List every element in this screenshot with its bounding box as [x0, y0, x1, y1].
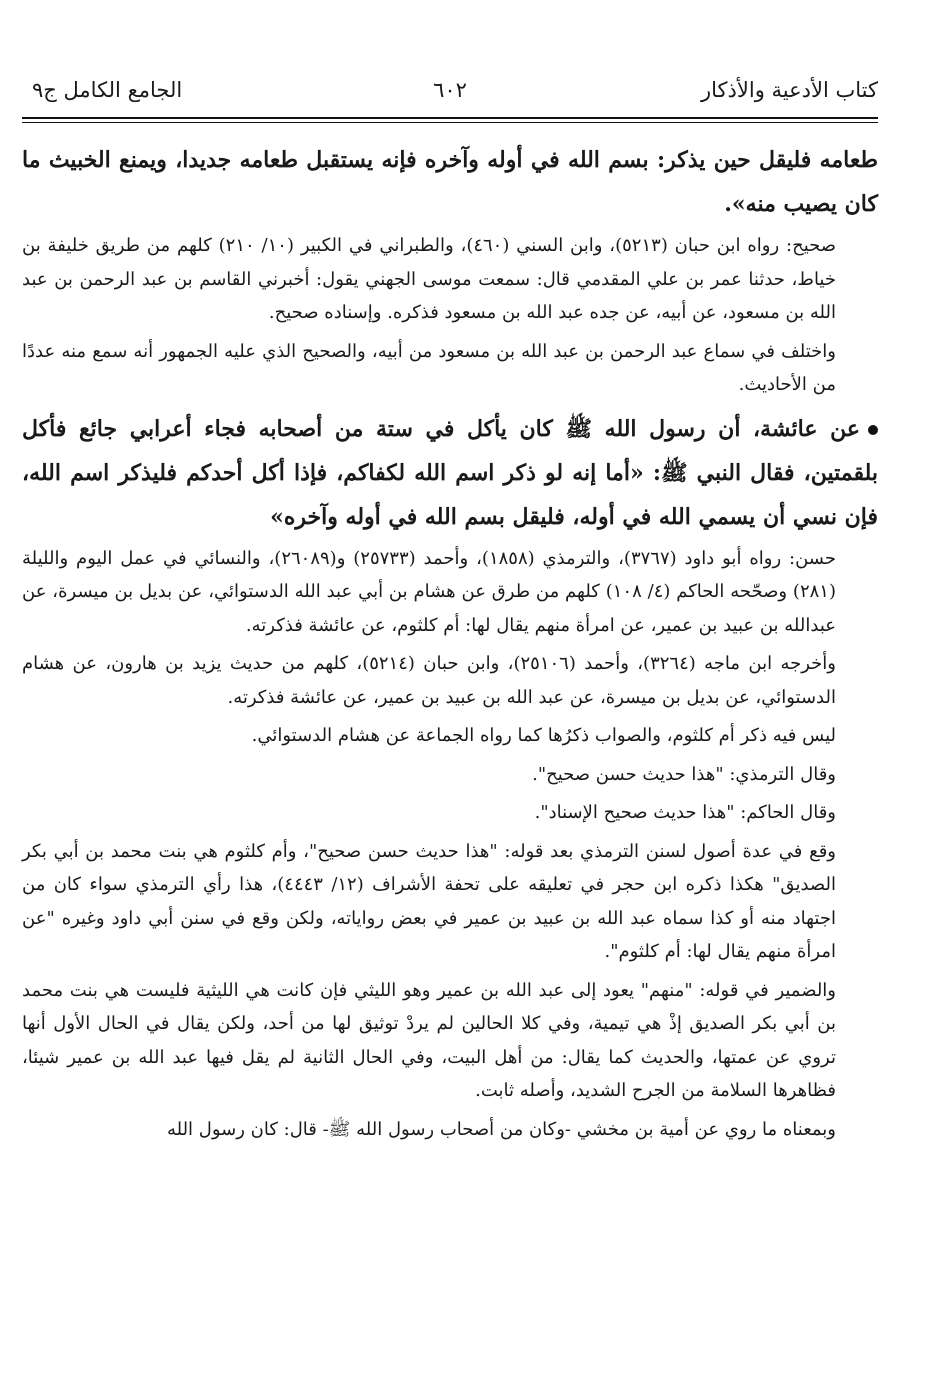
commentary-paragraph: وقال الحاكم: "هذا حديث صحيح الإسناد".: [534, 802, 836, 823]
commentary-paragraph: وقع في عدة أصول لسنن الترمذي بعد قوله: "هذا حديث حسن صحيح"، وأم كلثوم هي بنت محمد بن أبي بكر الصديق" هكذا ذكره ابن حجر في تعليقه على تحفة الأشراف (١٢/ ٤٤٤٣)، هذا رأي الترمذي سواء كان من اجتهاد منه أو كذا سماه عبد الله بن عبيد بن عمير في بعض رواياته، ولكن وقع في سنن أبي داود وغيره "عن امرأة منهم يقال لها: أم كلثوم".: [22, 840, 837, 962]
page-body: [22, 138, 878, 1151]
takhrij-paragraph: وأخرجه ابن ماجه (٣٢٦٤)، وأحمد (٢٥١٠٦)، وابن حبان (٥٢١٤)، كلهم من حديث يزيد بن هارون، عن هشام الدستوائي، عن بديل بن ميسرة، عن عبد الله بن عبيد بن عمير، عن عائشة فذكرته.: [22, 653, 836, 708]
commentary-paragraph: واختلف في سماع عبد الرحمن بن عبد الله بن مسعود من أبيه، والصحيح الذي عليه الجمهور أنه سمع منه عددًا من الأحاديث.: [22, 340, 836, 395]
commentary-paragraph: ليس فيه ذكر أم كلثوم، والصواب ذكرُها كما رواه الجماعة عن هشام الدستوائي.: [251, 725, 836, 746]
hadith-paragraph: [22, 407, 878, 539]
page-number: ٦٠٢: [433, 78, 467, 102]
commentary-paragraph: وبمعناه ما روي عن أمية بن مخشي -وكان من أصحاب رسول الله ﷺ- قال: كان رسول الله: [166, 1118, 836, 1140]
hadith-text-continued: طعامه فليقل حين يذكر: بسم الله في أوله وآخره فإنه يستقبل طعامه جديدا، ويمنع الخبيث ما كان يصيب منه».: [22, 147, 878, 217]
book-title: كتاب الأدعية والأذكار: [701, 78, 878, 102]
book-page: [22, 0, 878, 1379]
bullet-icon: [868, 425, 878, 435]
takhrij-paragraph: حسن: رواه أبو داود (٣٧٦٧)، والترمذي (١٨٥٨)، وأحمد (٢٥٧٣٣) و(٢٦٠٨٩)، والنسائي في عمل اليوم والليلة (٢٨١) وصحّحه الحاكم (٤/ ١٠٨) كلهم من طرق عن هشام بن أبي عبد الله الدستوائي، عن بديل بن ميسرة، عن عبدالله بن عبيد بن عمير، عن امرأة منهم يقال لها: أم كلثوم، عن عائشة فذكرته.: [22, 547, 836, 636]
commentary-paragraph: والضمير في قوله: "منهم" يعود إلى عبد الله بن عمير وهو الليثي فإن كانت هي الليثية فليست هي بنت محمد بن أبي بكر الصديق إذْ هي تيمية، وفي كلا الحالين لم يردْ توثيق لها من أحد، ولكن يقال في الحال الأول أنها تروي عن عمتها، والحديث كما يقال: من أهل البيت، وفي الحال الثانية لم يقل فيها عبد الله بن عمير شيئا، فظاهرها السلامة من الجرح الشديد، وأصله ثابت.: [22, 979, 836, 1101]
running-header: [22, 78, 878, 114]
commentary-paragraph: وقال الترمذي: "هذا حديث حسن صحيح".: [532, 763, 836, 785]
volume-title: الجامع الكامل ج٩: [32, 78, 183, 102]
takhrij-paragraph: صحيح: رواه ابن حبان (٥٢١٣)، وابن السني (٤٦٠)، والطبراني في الكبير (١٠/ ٢١٠) كلهم من طريق خليفة بن خياط، حدثنا عمر بن علي المقدمي قال: سمعت موسى الجهني يقول: أخبرني القاسم بن عبد الرحمن بن عبد الله بن مسعود، عن أبيه، عن جده عبد الله بن مسعود فذكره. وإسناده صحيح.: [22, 235, 837, 323]
hadith-text: عن عائشة، أن رسول الله ﷺ كان يأكل في ستة من أصحابه فجاء أعرابي جائع فأكل بلقمتين، فقال النبي ﷺ: «أما إنه لو ذكر اسم الله لكفاكم، فإذا أكل أحدكم فليذكر اسم الله، فإن نسي أن يسمي الله في أوله، فليقل بسم الله في أوله وآخره»: [22, 415, 878, 530]
header-rule: [22, 117, 878, 123]
